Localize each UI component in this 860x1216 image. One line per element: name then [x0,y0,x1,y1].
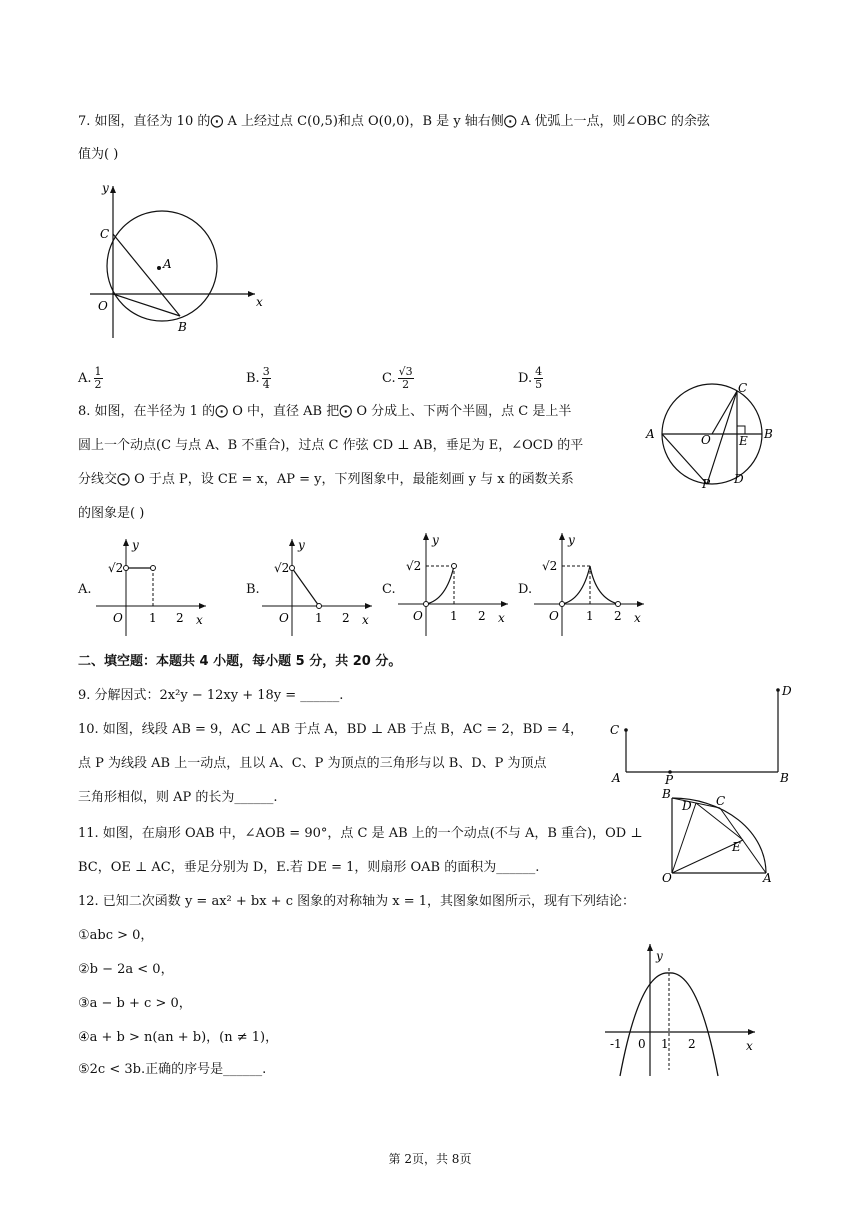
q8-label-c: C [738,381,748,395]
q8-graph-c [398,530,513,636]
q8-figure [640,380,780,490]
q10-label-a: A [612,771,621,784]
q8-graph-a-sqrt2: √2 [108,561,124,575]
q12-label-x: x [746,1039,753,1053]
q8-option-b-letter: B. [246,582,260,597]
q12-figure [600,940,765,1080]
q7-option-a: A. $\frac{1}{2}$ [78,365,102,391]
q8-graph-b-y: y [298,538,305,552]
q8-option-d-letter: D. [518,582,533,597]
q10-label-b: B [780,771,789,784]
q8-graph-a [96,536,211,636]
q12-tick-0: 0 [638,1037,646,1051]
q8-label-d: D [734,472,744,486]
q10-label-p: P [665,773,674,784]
q8-graph-a-x: x [196,613,203,627]
q11-label-e: E [732,840,741,854]
q12-item-1: ①abc > 0， [78,928,154,943]
q8-line1: 8. 如图，在半径为 1 的⨀ O 中，直径 AB 把⨀ O 分成上、下两个半圆，点 C 是上半 [78,404,572,419]
q10-label-c: C [610,723,620,737]
q7-figure [80,176,280,341]
q10-line2: 点 P 为线段 AB 上一动点，且以 A、C、P 为顶点的三角形与以 B、D、P 为顶点 [78,756,547,771]
q10-figure [608,684,798,784]
q11-figure [660,788,780,884]
q8-label-e: E [739,434,748,448]
q12-tick-2: 2 [688,1037,696,1051]
q11-line2: BC，OE ⊥ AC，垂足分别为 D，E.若 DE = 1，则扇形 OAB 的面积为______. [78,860,540,875]
q10-line3: 三角形相似，则 AP 的长为______. [78,790,278,805]
q12-tick-m1: -1 [610,1037,622,1051]
q12-item-3: ③a − b + c > 0， [78,996,192,1011]
q8-line3: 分线交⨀ O 于点 P，设 CE = x，AP = y，下列图象中，最能刻画 y 与 x 的函数关系 [78,472,574,487]
q11-label-c: C [716,794,726,808]
q8-option-c-letter: C. [382,582,396,597]
q8-graph-d-y: y [568,533,575,547]
q8-line2: 圆上一个动点(C 与点 A、B 不重合)，过点 C 作弦 CD ⊥ AB，垂足为 E，∠OCD 的平 [78,438,584,453]
q7-label-x: x [256,295,263,309]
q11-label-o: O [662,871,672,884]
q12-item-2: ②b − 2a < 0， [78,962,174,977]
q8-graph-c-t2: 2 [478,609,486,623]
q12-tick-1: 1 [661,1037,669,1051]
q12-item-4: ④a + b > n(an + b)，(n ≠ 1)， [78,1030,279,1045]
q7-option-d: D. $\frac{4}{5}$ [518,365,543,391]
q11-label-b: B [662,788,671,801]
q7-label-y: y [102,181,109,195]
q8-label-p: P [702,477,711,490]
q7-option-c: C. $\frac{√3}{2}$ [382,365,413,391]
q9-text: 9. 分解因式：2x²y − 12xy + 18y = ______. [78,688,344,703]
q8-graph-d-t2: 2 [614,609,622,623]
q8-graph-a-t1: 1 [149,611,157,625]
page-footer: 第 2页，共 8页 [388,1152,472,1166]
q11-line1: 11. 如图，在扇形 OAB 中，∠AOB = 90°，点 C 是 AB 上的一个动点(不与 A，B 重合)，OD ⊥ [78,826,643,841]
q8-graph-a-o: O [113,611,123,625]
q8-graph-d [534,530,649,636]
q8-graph-c-y: y [432,533,439,547]
q8-graph-a-y: y [132,538,139,552]
q8-graph-a-t2: 2 [176,611,184,625]
q12-item-5: ⑤2c < 3b.正确的序号是______. [78,1062,267,1077]
q12-line1: 12. 已知二次函数 y = ax² + bx + c 图象的对称轴为 x = 1，其图象如图所示，现有下列结论： [78,894,636,909]
q7-label-a: A [163,257,172,271]
q12-label-y: y [656,949,663,963]
q8-graph-b-x: x [362,613,369,627]
q8-graph-d-sqrt2: √2 [542,559,558,573]
q8-label-a: A [646,427,655,441]
q8-graph-d-x: x [634,611,641,625]
q7-label-c: C [100,227,110,241]
q8-line4: 的图象是( ) [78,506,145,521]
q8-graph-c-sqrt2: √2 [406,559,422,573]
q8-graph-d-o: O [549,609,559,623]
q7-line2: 值为( ) [78,147,119,162]
q7-label-b: B [178,320,187,334]
q8-graph-b-o: O [279,611,289,625]
q8-graph-c-x: x [498,611,505,625]
q11-label-d: D [682,799,692,813]
q11-label-a: A [763,871,772,884]
section-heading-fill-in: 二、填空题：本题共 4 小题，每小题 5 分，共 20 分。 [78,654,402,669]
q8-label-o: O [701,433,711,447]
q8-graph-b [262,536,377,636]
q8-graph-b-sqrt2: √2 [274,561,290,575]
q8-graph-b-t1: 1 [315,611,323,625]
q8-graph-c-t1: 1 [450,609,458,623]
q10-line1: 10. 如图，线段 AB = 9，AC ⊥ AB 于点 A，BD ⊥ AB 于点 B，AC = 2，BD = 4， [78,722,584,737]
q10-label-d: D [782,684,792,698]
q8-graph-c-o: O [413,609,423,623]
q8-option-a-letter: A. [78,582,92,597]
q8-label-b: B [764,427,773,441]
q7-label-o: O [98,299,108,313]
q8-graph-d-t1: 1 [586,609,594,623]
q7-line1: 7. 如图，直径为 10 的⨀ A 上经过点 C(0,5)和点 O(0,0)，B 是 y 轴右侧⨀ A 优弧上一点，则∠OBC 的余弦 [78,114,710,129]
q8-graph-b-t2: 2 [342,611,350,625]
q7-option-b: B. $\frac{3}{4}$ [246,365,270,391]
